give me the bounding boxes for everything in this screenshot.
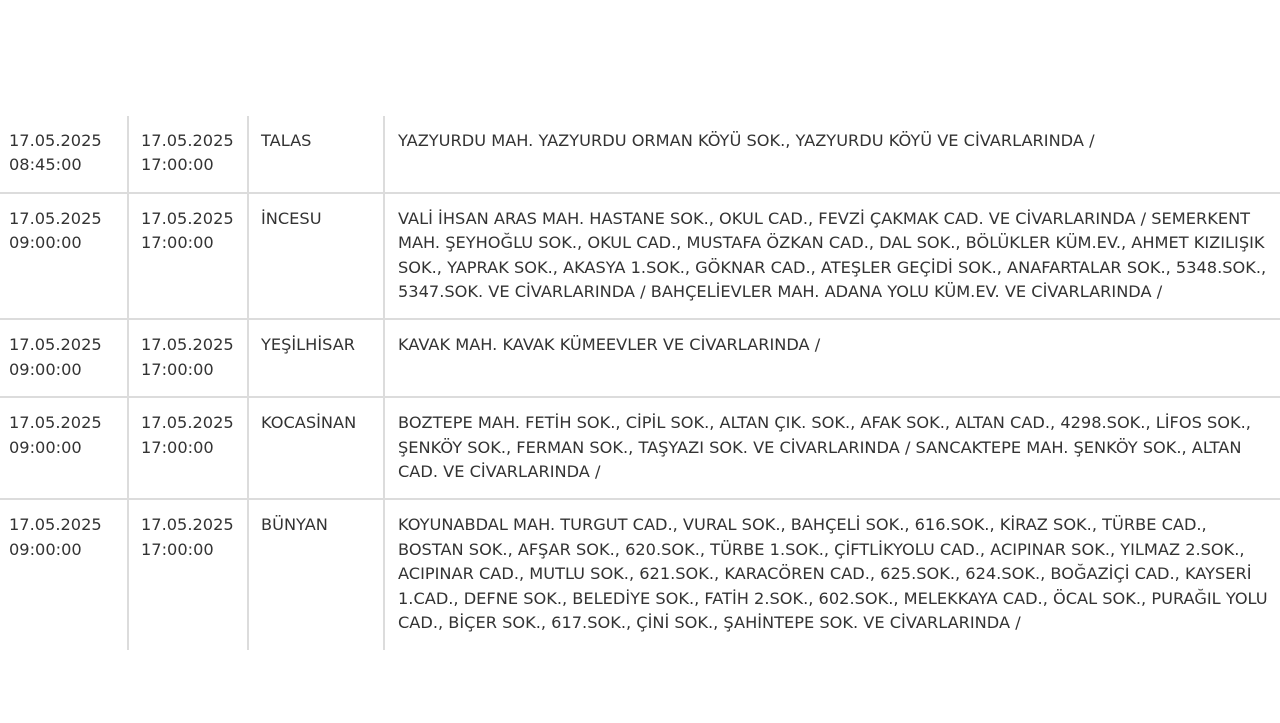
start-datetime-cell <box>0 193 128 320</box>
end-date: 17.05.2025 <box>141 131 234 150</box>
start-datetime-cell <box>0 397 128 499</box>
end-date: 17.05.2025 <box>141 335 234 355</box>
end-time: 17:00:00 <box>141 233 214 253</box>
table-row <box>0 499 1280 649</box>
start-date: 17.05.2025 <box>9 208 102 228</box>
end-time: 17:00:00 <box>141 155 214 175</box>
district-cell: BÜNYAN <box>248 499 384 649</box>
district-cell: KOCASİNAN <box>248 397 384 499</box>
address-cell: KAVAK MAH. KAVAK KÜMEEVLER VE CİVARLARINDA / <box>384 319 1280 397</box>
district-cell: İNCESU <box>248 193 384 320</box>
address-cell: BOZTEPE MAH. FETİH SOK., CİPİL SOK., ALTAN ÇIK. SOK., AFAK SOK., ALTAN CAD., 4298.SOK., LİFOS SOK., ŞENKÖY SOK., FERMAN SOK., TAŞYAZI SOK. VE CİVARLARINDA / SANCAKTEPE MAH. ŞENKÖY SOK., ALTAN CAD. VE CİVARLARINDA / <box>384 397 1280 499</box>
start-time: 08:45:00 <box>9 155 82 175</box>
start-datetime-cell <box>0 116 128 193</box>
start-date: 17.05.2025 <box>9 335 102 355</box>
district-cell: TALAS <box>248 116 384 193</box>
address-cell: YAZYURDU MAH. YAZYURDU ORMAN KÖYÜ SOK., YAZYURDU KÖYÜ VE CİVARLARINDA / <box>398 131 1095 150</box>
district-cell: YEŞİLHİSAR <box>248 319 384 397</box>
end-time: 17:00:00 <box>141 539 214 559</box>
end-datetime-cell <box>128 397 248 499</box>
start-time: 09:00:00 <box>9 359 82 379</box>
end-date: 17.05.2025 <box>141 208 234 228</box>
start-time: 09:00:00 <box>9 233 82 253</box>
end-time: 17:00:00 <box>141 437 214 457</box>
start-datetime-cell <box>0 319 128 397</box>
start-date: 17.05.2025 <box>9 131 102 150</box>
end-date: 17.05.2025 <box>141 515 234 535</box>
table-row <box>0 319 1280 397</box>
address-cell: KOYUNABDAL MAH. TURGUT CAD., VURAL SOK., BAHÇELİ SOK., 616.SOK., KİRAZ SOK., TÜRBE CAD., BOSTAN SOK., AFŞAR SOK., 620.SOK., TÜRBE 1.SOK., ÇİFTLİKYOLU CAD., ACIPINAR SOK., YILMAZ 2.SOK., ACIPINAR CAD., MUTLU SOK., 621.SOK., KARACÖREN CAD., 625.SOK., 624.SOK., BOĞAZİÇİ CAD., KAYSERİ 1.CAD., DEFNE SOK., BELEDİYE SOK., FATİH 2.SOK., 602.SOK., MELEKKAYA CAD., ÖCAL SOK., PURAĞIL YOLU CAD., BİÇER SOK., 617.SOK., ÇİNİ SOK., ŞAHİNTEPE SOK. VE CİVARLARINDA / <box>384 499 1280 649</box>
table-row <box>0 397 1280 499</box>
end-datetime-cell <box>128 499 248 649</box>
power-outage-table <box>0 116 1280 650</box>
address-cell: VALİ İHSAN ARAS MAH. HASTANE SOK., OKUL CAD., FEVZİ ÇAKMAK CAD. VE CİVARLARINDA / SEMERKENT MAH. ŞEYHOĞLU SOK., OKUL CAD., MUSTAFA ÖZKAN CAD., DAL SOK., BÖLÜKLER KÜM.EV., AHMET KIZILIŞIK SOK., YAPRAK SOK., AKASYA 1.SOK., GÖKNAR CAD., ATEŞLER GEÇİDİ SOK., ANAFARTALAR SOK., 5348.SOK., 5347.SOK. VE CİVARLARINDA / BAHÇELİEVLER MAH. ADANA YOLU KÜM.EV. VE CİVARLARINDA / <box>384 193 1280 320</box>
start-datetime-cell <box>0 499 128 649</box>
start-time: 09:00:00 <box>9 539 82 559</box>
start-date: 17.05.2025 <box>9 413 102 433</box>
table-row <box>0 116 1280 193</box>
end-datetime-cell <box>128 193 248 320</box>
end-datetime-cell <box>128 319 248 397</box>
start-date: 17.05.2025 <box>9 515 102 535</box>
start-time: 09:00:00 <box>9 437 82 457</box>
end-date: 17.05.2025 <box>141 413 234 433</box>
end-datetime-cell <box>128 116 248 193</box>
table-row <box>0 193 1280 320</box>
end-time: 17:00:00 <box>141 359 214 379</box>
